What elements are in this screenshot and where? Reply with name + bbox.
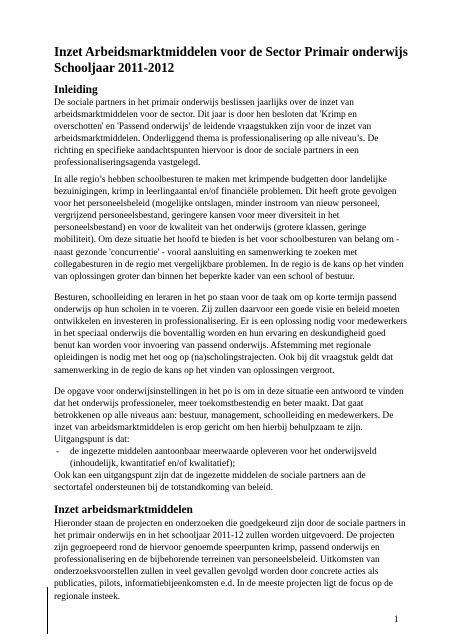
title-line: Schooljaar 2011-2012: [54, 60, 175, 75]
text-line: de ingezette middelen aantoonbaar meerwaarde opleveren voor het onderwijsveld: [70, 447, 377, 457]
text-line: onderzoeksvoorstellen zullen in veel gevallen gevolgd worden door concrete acties als: [54, 567, 379, 578]
page-number: 1: [394, 614, 399, 624]
text-line: richting en specifieke aandachtspunten hiervoor is door de sociale partners in een: [54, 146, 359, 157]
text-line: Besturen, schoolleiding en leraren in het po staan voor de taak om op korte termijn passend: [54, 293, 397, 303]
paragraph-intro-2: [54, 174, 414, 283]
text-line: onderwijs op hun scholen in te voeren. Zij zullen daarvoor een goede visie en beleid moeten: [54, 305, 400, 316]
text-line: naast gezonde 'concurrentie' - vooral aansluiting en samenwerking te zoeken met: [54, 247, 358, 258]
text-line: overschotten' en 'Passend onderwijs' de leidende vraagstukken zijn voor de inzet van: [54, 122, 372, 133]
text-line: samenwerking in de regio de kans op het vinden van oplossingen vergroot.: [54, 365, 335, 376]
text-line: voor het personeelsbeleid (mogelijke ontslagen, minder instroom van nieuw personeel,: [54, 199, 380, 210]
text-line: professionaliseringsagenda vastgelegd.: [54, 158, 201, 169]
paragraph-inzet-1: [54, 518, 414, 603]
paragraph-intro-1: [54, 97, 414, 170]
text-line: vergrijzend personeelsbestand, geringere kansen voor meer diversiteit in het: [54, 211, 340, 222]
text-line: regionale insteek.: [54, 591, 121, 602]
text-line: Hieronder staan de projecten en onderzoeken die goedgekeurd zijn door de sociale partners in: [54, 519, 406, 529]
text-line: bezuinigingen, krimp in leerlingaantal en/of financiële problemen. Dit heeft grote gevolgen: [54, 187, 397, 198]
text-line: dat het onderwijs professioneler, meer toekomstbestendig en beter maakt. Dat gaat: [54, 399, 364, 410]
text-line: inzet van arbeidsmarktmiddelen is erop gericht om hen hierbij behulpzaam te zijn.: [54, 423, 363, 434]
text-line: collegabesturen in de regio met vergelijkbare problemen. In de regio is de kans op het vinden: [54, 259, 404, 270]
text-line: Uitgangspunt is dat:: [54, 435, 130, 446]
text-line: in het speciaal onderwijs die boventallig worden en hun ervaring en deskundigheid goed: [54, 329, 386, 340]
bullet-item: [70, 446, 400, 470]
text-line: opleidingen is nodig met het oog op (na)scholingstrajecten. Ook bij dit vraagstuk geldt dat: [54, 353, 393, 364]
text-line: van oplossingen groter dan binnen het beperkte kader van een school of bestuur.: [54, 271, 355, 282]
text-line: personeelsbestand) en voor de kwaliteit van het onderwijs (grotere klassen, geringe: [54, 223, 367, 234]
revision-change-bar: [47, 587, 48, 634]
text-line: publicaties, pilots, informatiebijeenkomsten e.d. In de meeste projecten ligt de focus op de: [54, 579, 393, 590]
text-line: De sociale partners in het primair onderwijs beslissen jaarlijks over de inzet van: [54, 98, 354, 108]
text-line: Ook kan een uitgangspunt zijn dat de ingezette middelen de sociale partners aan de: [54, 471, 366, 481]
text-line: (inhoudelijk, kwantitatief en/of kwalitatief);: [70, 459, 236, 470]
text-line: arbeidsmarktmiddelen voor de sector. Dit jaar is door hen besloten dat 'Krimp en: [54, 110, 357, 121]
text-line: professionalisering en de bijbehorende terreinen van personeelsbeleid. Uitkomsten van: [54, 555, 380, 566]
paragraph-intro-5: [54, 470, 414, 494]
section-heading-inzet: Inzet arbeidsmarktmiddelen: [54, 504, 193, 516]
text-line: benut kan worden voor invoering van passend onderwijs. Afstemming met regionale: [54, 341, 371, 352]
text-line: het primair onderwijs en in het schooljaar 2011-12 zullen worden uitgevoerd. De projecten: [54, 531, 395, 542]
paragraph-intro-4: [54, 386, 414, 446]
paragraph-intro-3: [54, 292, 414, 377]
text-line: De opgave voor onderwijsinstellingen in het po is om in deze situatie een antwoord te vinden: [54, 387, 404, 397]
text-line: arbeidsmarktmiddelen. Onderliggend thema is professionalisering op alle niveau’s. De: [54, 134, 379, 145]
document-title: [54, 44, 414, 76]
text-line: zijn gegroepeerd rond de hiervoor genoemde speerpunten krimp, passend onderwijs en: [54, 543, 380, 554]
text-line: ontwikkelen en investeren in professionalisering. Er is een oplossing nodig voor medewerkers: [54, 317, 408, 328]
text-line: betrokkenen op alle niveaus aan: bestuur, management, schoolleiding en medewerkers. De: [54, 411, 394, 422]
section-heading-inleiding: Inleiding: [54, 84, 98, 96]
text-line: sectortafel ondersteunen bij de totstandkoming van beleid.: [54, 483, 273, 494]
title-line: Inzet Arbeidsmarktmiddelen voor de Sector Primair onderwijs: [54, 44, 408, 59]
text-line: In alle regio’s hebben schoolbesturen te maken met krimpende budgetten door landelijke: [54, 175, 387, 185]
text-line: mobiliteit). Om deze situatie het hoofd te bieden is het voor schoolbesturen van belang om -: [54, 235, 400, 246]
bullet-marker: -: [56, 447, 60, 457]
